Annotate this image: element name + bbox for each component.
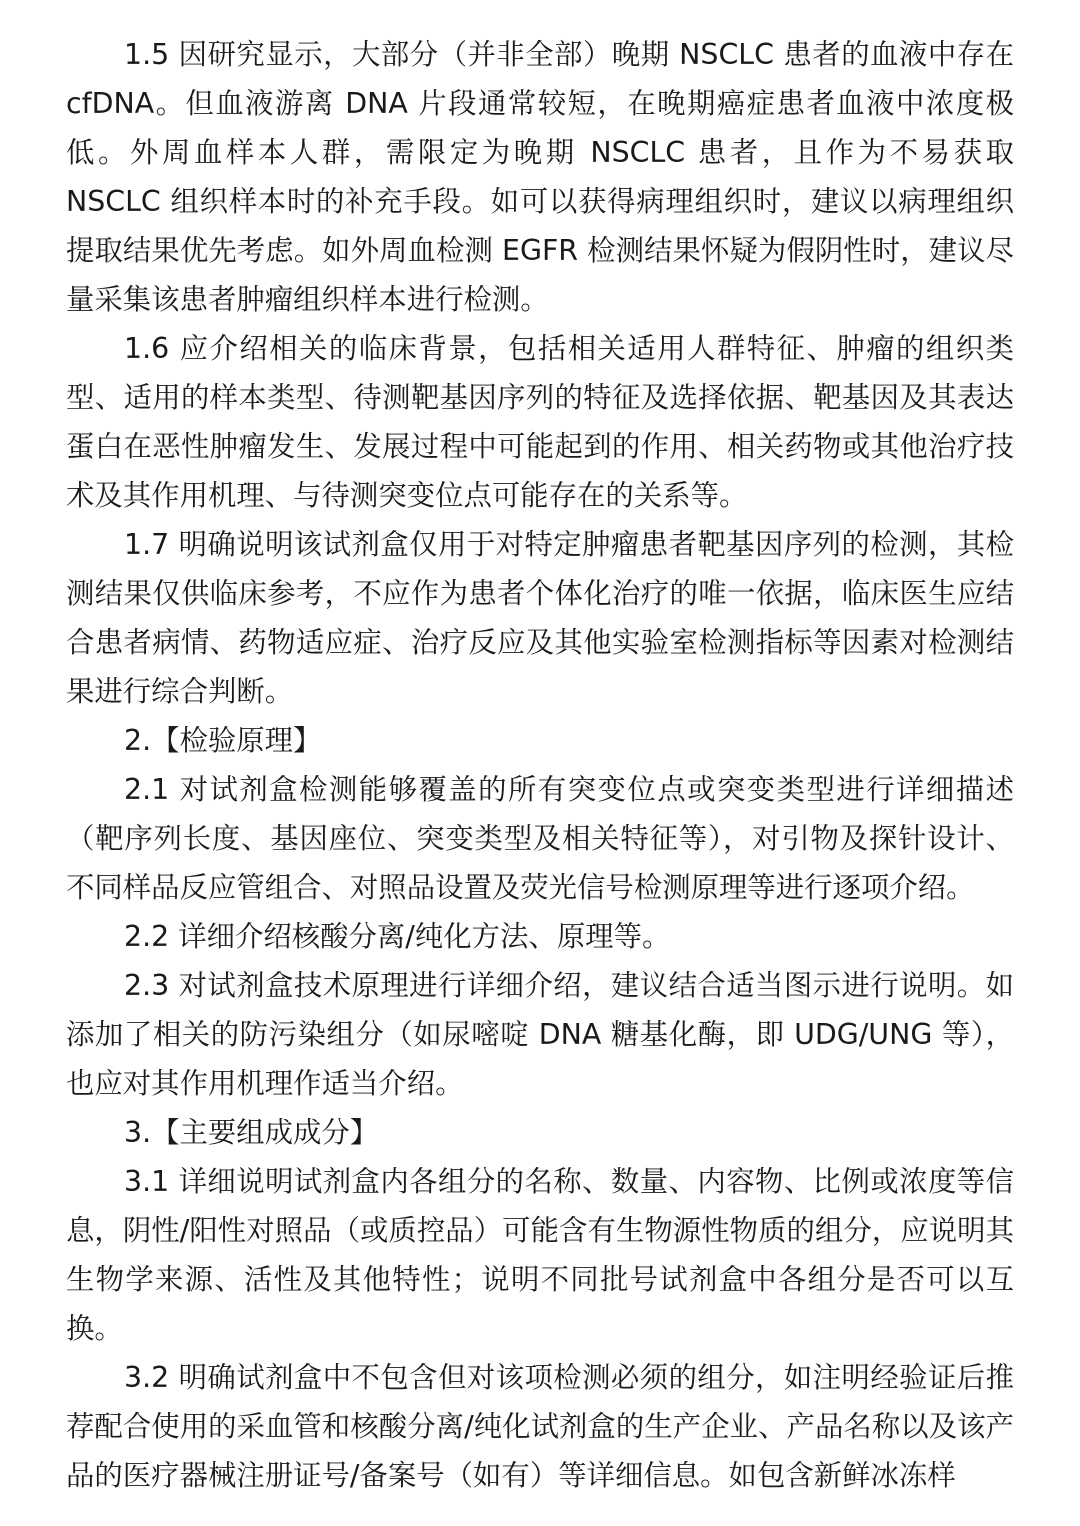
- paragraph-2-3: 2.3 对试剂盒技术原理进行详细介绍，建议结合适当图示进行说明。如添加了相关的防污染组分（如尿嘧啶 DNA 糖基化酶，即 UDG/UNG 等），也应对其作用机理作适当介绍。: [66, 969, 1014, 1100]
- paragraph-1-7: 1.7 明确说明该试剂盒仅用于对特定肿瘤患者靶基因序列的检测，其检测结果仅供临床参考，不应作为患者个体化治疗的唯一依据，临床医生应结合患者病情、药物适应症、治疗反应及其他实验室检测指标等因素对检测结果进行综合判断。: [66, 528, 1014, 708]
- paragraph-1-5: 1.5 因研究显示，大部分（并非全部）晚期 NSCLC 患者的血液中存在 cfDNA。但血液游离 DNA 片段通常较短，在晚期癌症患者血液中浓度极低。外周血样本人群，需限定为晚期 NSCLC 患者，且作为不易获取 NSCLC 组织样本时的补充手段。如可以获得病理组织时，建议以病理组织提取结果优先考虑。如外周血检测 EGFR 检测结果怀疑为假阴性时，建议尽量采集该患者肿瘤组织样本进行检测。: [66, 38, 1014, 316]
- paragraph-2-1: 2.1 对试剂盒检测能够覆盖的所有突变位点或突变类型进行详细描述（靶序列长度、基因座位、突变类型及相关特征等），对引物及探针设计、不同样品反应管组合、对照品设置及荧光信号检测原理等进行逐项介绍。: [66, 773, 1014, 904]
- section-heading-3: 3.【主要组成成分】: [124, 1116, 379, 1149]
- paragraph-2-2: 2.2 详细介绍核酸分离/纯化方法、原理等。: [124, 920, 671, 953]
- paragraph-1-6: 1.6 应介绍相关的临床背景，包括相关适用人群特征、肿瘤的组织类型、适用的样本类型、待测靶基因序列的特征及选择依据、靶基因及其表达蛋白在恶性肿瘤发生、发展过程中可能起到的作用、相关药物或其他治疗技术及其作用机理、与待测突变位点可能存在的关系等。: [66, 332, 1014, 512]
- paragraph-3-2: 3.2 明确试剂盒中不包含但对该项检测必须的组分，如注明经验证后推荐配合使用的采血管和核酸分离/纯化试剂盒的生产企业、产品名称以及该产品的医疗器械注册证号/备案号（如有）等详细信息。如包含新鲜冰冻样: [66, 1361, 1014, 1492]
- section-heading-2: 2.【检验原理】: [124, 724, 322, 757]
- paragraph-3-1: 3.1 详细说明试剂盒内各组分的名称、数量、内容物、比例或浓度等信息，阴性/阳性对照品（或质控品）可能含有生物源性物质的组分，应说明其生物学来源、活性及其他特性；说明不同批号试剂盒中各组分是否可以互换。: [66, 1165, 1014, 1345]
